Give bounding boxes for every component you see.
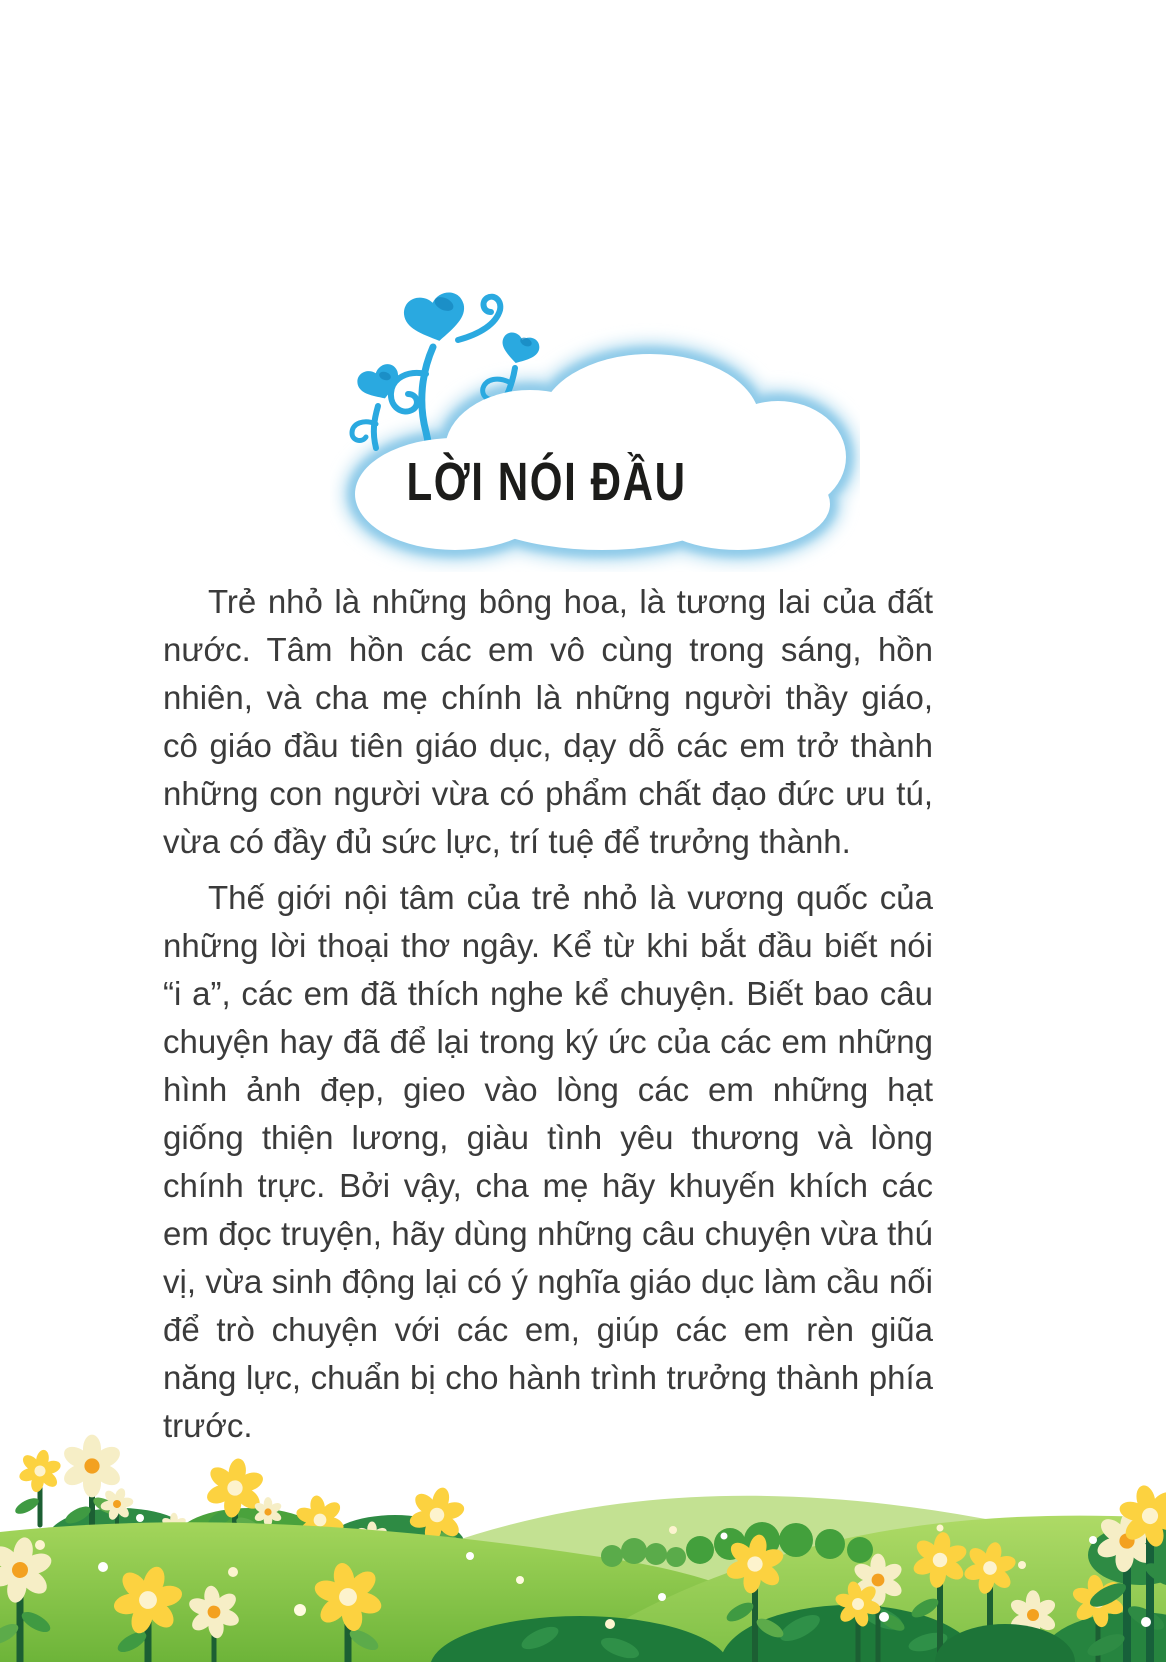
page-title [330, 452, 764, 512]
cloud-banner-icon [330, 272, 860, 572]
flower-icon [13, 1446, 66, 1525]
page-title-text: LỜI NÓI ĐẦU [406, 452, 688, 512]
preface-banner [330, 272, 860, 572]
meadow-illustration [0, 1360, 1166, 1662]
preface-paragraph-1: Trẻ nhỏ là những bông hoa, là tương lai của đất nước. Tâm hồn các em vô cùng trong sáng, hồn nhiên, và cha mẹ chính là những người thầy giáo, cô giáo đầu tiên giáo dục, dạy dỗ các em trở thành những con người vừa có phẩm chất đạo đức ưu tú, vừa có đầy đủ sức lực, trí tuệ để trưởng thành. [163, 583, 933, 860]
preface-paragraph-2: Thế giới nội tâm của trẻ nhỏ là vương quốc của những lời thoại thơ ngây. Kể từ khi bắt đầu biết nói “i a”, các em đã thích nghe kể chuyện. Biết bao câu chuyện hay đã để lại trong ký ức của các em những hình ảnh đẹp, gieo vào lòng các em những hạt giống thiện lương, giàu tình yêu thương và lòng chính trực. Bởi vậy, cha mẹ hãy khuyến khích các em đọc truyện, hãy dùng những câu chuyện vừa thú vị, vừa sinh động lại có ý nghĩa giáo dục làm cầu nối để trò chuyện với các em, giúp các em rèn giũa năng lực, chuẩn bị cho hành trình trưởng thành phía trước. [163, 879, 933, 1444]
preface-text [163, 578, 933, 1450]
